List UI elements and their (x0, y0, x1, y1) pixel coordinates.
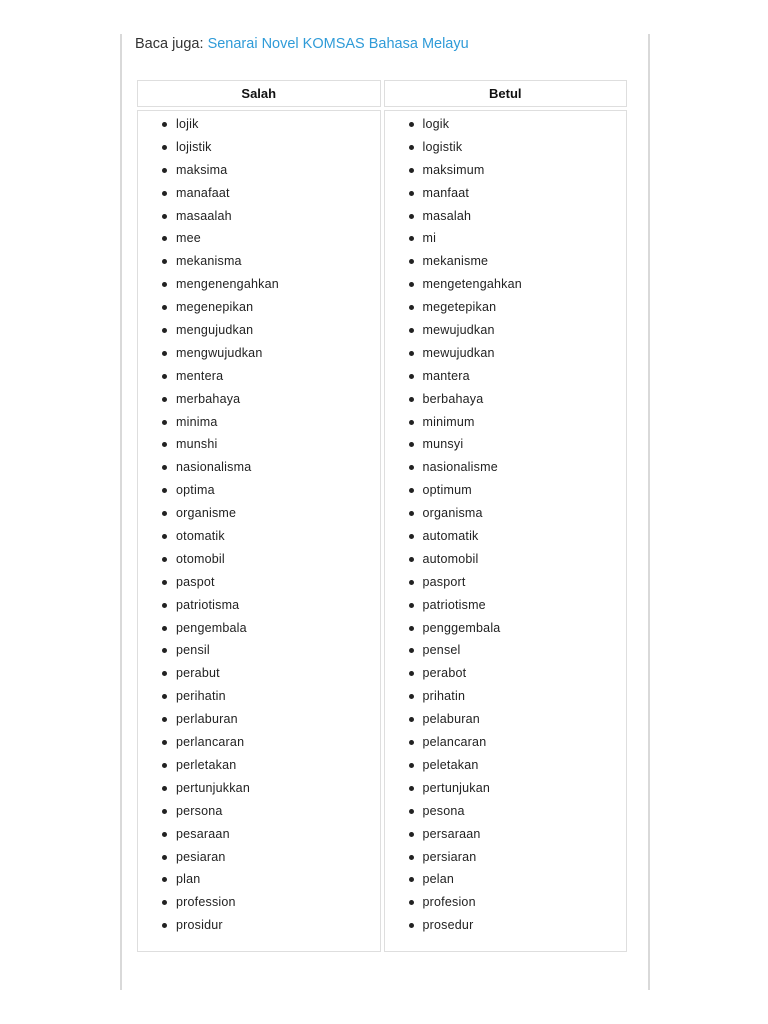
betul-list-item (385, 685, 627, 708)
salah-list-item (138, 754, 380, 777)
betul-list-item (385, 342, 627, 365)
betul-word: organisma (422, 506, 483, 521)
salah-word: mekanisma (176, 254, 242, 269)
betul-list-item (385, 159, 627, 182)
betul-list-item (385, 868, 627, 891)
betul-list-item (385, 800, 627, 823)
salah-list-item (138, 662, 380, 685)
bullet-icon (162, 282, 167, 287)
salah-list-item (138, 639, 380, 662)
salah-list-item (138, 296, 380, 319)
salah-list-item (138, 800, 380, 823)
betul-word: mantera (422, 368, 470, 383)
salah-list-item (138, 479, 380, 502)
salah-list-item (138, 594, 380, 617)
betul-list-item (385, 205, 627, 228)
betul-list-item (385, 319, 627, 342)
betul-list-item (385, 525, 627, 548)
betul-list-item (385, 731, 627, 754)
salah-word: mentera (176, 368, 224, 383)
salah-word: perabut (176, 666, 220, 681)
left-divider (120, 34, 122, 990)
salah-list-item (138, 456, 380, 479)
betul-list-item (385, 433, 627, 456)
bullet-icon (162, 809, 167, 814)
salah-list-item (138, 846, 380, 869)
salah-word: pesaraan (176, 826, 230, 841)
betul-word: mengetengahkan (422, 277, 522, 292)
salah-word: megenepikan (176, 300, 254, 315)
betul-word: manfaat (422, 185, 470, 200)
bullet-icon (162, 236, 167, 241)
betul-word: prosedur (422, 918, 474, 933)
header-betul: Betul (384, 80, 628, 107)
bullet-icon (409, 282, 414, 287)
betul-word: mekanisme (422, 254, 489, 269)
betul-list-item (385, 388, 627, 411)
bullet-icon (162, 534, 167, 539)
betul-word: pasport (422, 574, 466, 589)
bullet-icon (162, 557, 167, 562)
bullet-icon (162, 145, 167, 150)
betul-word: pelan (422, 872, 455, 887)
betul-list-item (385, 365, 627, 388)
betul-word: minimum (422, 414, 475, 429)
betul-list-item (385, 411, 627, 434)
salah-word: profession (176, 895, 236, 910)
salah-word: optima (176, 483, 215, 498)
bullet-icon (162, 488, 167, 493)
bullet-icon (409, 488, 414, 493)
betul-list-item (385, 548, 627, 571)
salah-list-item (138, 502, 380, 525)
salah-list-item (138, 411, 380, 434)
salah-list-item (138, 731, 380, 754)
salah-word: pertunjukkan (176, 780, 250, 795)
bullet-icon (162, 191, 167, 196)
bullet-icon (409, 145, 414, 150)
betul-list-item (385, 617, 627, 640)
salah-list-item (138, 891, 380, 914)
salah-word: merbahaya (176, 391, 241, 406)
salah-word: patriotisma (176, 597, 240, 612)
read-also-line (135, 36, 469, 52)
salah-list-item (138, 548, 380, 571)
bullet-icon (162, 214, 167, 219)
bullet-icon (409, 717, 414, 722)
salah-word: manafaat (176, 185, 230, 200)
bullet-icon (409, 626, 414, 631)
bullet-icon (162, 374, 167, 379)
betul-word: profesion (422, 895, 476, 910)
salah-list-item (138, 113, 380, 136)
salah-list-item (138, 571, 380, 594)
bullet-icon (409, 168, 414, 173)
bullet-icon (162, 259, 167, 264)
bullet-icon (409, 236, 414, 241)
salah-word: mee (176, 231, 201, 246)
bullet-icon (409, 877, 414, 882)
salah-word: perlaburan (176, 712, 238, 727)
betul-word: penggembala (422, 620, 501, 635)
salah-word: nasionalisma (176, 460, 252, 475)
bullet-icon (162, 671, 167, 676)
bullet-icon (162, 122, 167, 127)
right-divider (648, 34, 650, 990)
salah-word: pengembala (176, 620, 247, 635)
betul-word: nasionalisme (422, 460, 498, 475)
betul-word: berbahaya (422, 391, 484, 406)
bullet-icon (162, 832, 167, 837)
bullet-icon (409, 832, 414, 837)
betul-list-item (385, 479, 627, 502)
betul-word: logistik (422, 139, 463, 154)
bullet-icon (409, 374, 414, 379)
betul-list-item (385, 754, 627, 777)
salah-list-item (138, 159, 380, 182)
salah-word: minima (176, 414, 218, 429)
betul-list-item (385, 227, 627, 250)
salah-word: lojik (176, 117, 199, 131)
betul-list-item (385, 777, 627, 800)
betul-word: persaraan (422, 826, 481, 841)
header-salah: Salah (137, 80, 381, 107)
read-also-link[interactable]: Senarai Novel KOMSAS Bahasa Melayu (207, 36, 469, 52)
bullet-icon (162, 717, 167, 722)
salah-word: persona (176, 803, 223, 818)
bullet-icon (409, 694, 414, 699)
salah-list-item (138, 868, 380, 891)
bullet-icon (162, 168, 167, 173)
bullet-icon (162, 328, 167, 333)
salah-word: perihatin (176, 689, 226, 704)
betul-list-item (385, 846, 627, 869)
salah-word: maksima (176, 162, 228, 177)
betul-list-item (385, 914, 627, 937)
bullet-icon (162, 900, 167, 905)
betul-word: logik (422, 117, 450, 131)
bullet-icon (409, 191, 414, 196)
bullet-icon (162, 603, 167, 608)
bullet-icon (162, 763, 167, 768)
salah-word: prosidur (176, 918, 223, 933)
bullet-icon (162, 626, 167, 631)
betul-word: maksimum (422, 162, 485, 177)
betul-word: pelaburan (422, 712, 480, 727)
betul-word: persiaran (422, 849, 477, 864)
betul-word: optimum (422, 483, 472, 498)
salah-word: organisme (176, 506, 237, 521)
bullet-icon (409, 259, 414, 264)
bullet-icon (409, 900, 414, 905)
bullet-icon (409, 442, 414, 447)
bullet-icon (162, 511, 167, 516)
salah-list-item (138, 182, 380, 205)
salah-word: mengwujudkan (176, 345, 263, 360)
bullet-icon (409, 420, 414, 425)
betul-word: automatik (422, 529, 479, 544)
salah-word: otomobil (176, 551, 225, 566)
bullet-icon (409, 397, 414, 402)
salah-list-item (138, 708, 380, 731)
salah-list-item (138, 388, 380, 411)
salah-list-item (138, 685, 380, 708)
betul-list-item (385, 639, 627, 662)
betul-word: megetepikan (422, 300, 497, 315)
bullet-icon (162, 580, 167, 585)
betul-list-item (385, 891, 627, 914)
bullet-icon (162, 397, 167, 402)
bullet-icon (409, 580, 414, 585)
salah-list-item (138, 250, 380, 273)
bullet-icon (409, 603, 414, 608)
bullet-icon (162, 420, 167, 425)
bullet-icon (162, 923, 167, 928)
betul-word: pensel (422, 643, 461, 658)
betul-word: mewujudkan (422, 323, 495, 338)
bullet-icon (409, 923, 414, 928)
salah-list-item (138, 227, 380, 250)
word-comparison-table (134, 77, 630, 955)
betul-list (385, 113, 627, 937)
betul-word: munsyi (422, 437, 464, 452)
salah-word: pesiaran (176, 849, 226, 864)
salah-list-item (138, 823, 380, 846)
salah-list-item (138, 525, 380, 548)
bullet-icon (162, 351, 167, 356)
salah-list-item (138, 273, 380, 296)
betul-list-item (385, 273, 627, 296)
bullet-icon (409, 534, 414, 539)
bullet-icon (409, 809, 414, 814)
salah-word: perlancaran (176, 735, 245, 750)
bullet-icon (409, 511, 414, 516)
betul-word: peletakan (422, 757, 479, 772)
salah-word: plan (176, 872, 201, 887)
betul-word: mewujudkan (422, 345, 495, 360)
bullet-icon (162, 694, 167, 699)
salah-word: otomatik (176, 529, 225, 544)
betul-word: perabot (422, 666, 467, 681)
betul-word: masalah (422, 208, 472, 223)
betul-word: patriotisme (422, 597, 486, 612)
salah-list-item (138, 342, 380, 365)
betul-list-item (385, 708, 627, 731)
salah-list-item (138, 914, 380, 937)
salah-word: lojistik (176, 139, 212, 154)
bullet-icon (409, 214, 414, 219)
salah-word: masaalah (176, 208, 232, 223)
betul-word: pesona (422, 803, 465, 818)
salah-list (138, 113, 380, 937)
salah-word: mengujudkan (176, 323, 254, 338)
salah-word: paspot (176, 574, 215, 589)
bullet-icon (409, 557, 414, 562)
betul-cell (384, 110, 628, 952)
betul-list-item (385, 136, 627, 159)
salah-word: munshi (176, 437, 218, 452)
salah-word: perletakan (176, 757, 237, 772)
betul-list-item (385, 182, 627, 205)
betul-word: pelancaran (422, 735, 487, 750)
salah-list-item (138, 777, 380, 800)
betul-list-item (385, 662, 627, 685)
betul-list-item (385, 250, 627, 273)
betul-list-item (385, 823, 627, 846)
betul-list-item (385, 571, 627, 594)
betul-word: mi (422, 231, 437, 246)
betul-word: automobil (422, 551, 479, 566)
bullet-icon (409, 855, 414, 860)
bullet-icon (409, 740, 414, 745)
salah-cell (137, 110, 381, 952)
salah-list-item (138, 617, 380, 640)
bullet-icon (409, 648, 414, 653)
betul-word: pertunjukan (422, 780, 491, 795)
salah-list-item (138, 136, 380, 159)
salah-word: mengenengahkan (176, 277, 279, 292)
betul-list-item (385, 502, 627, 525)
bullet-icon (162, 855, 167, 860)
salah-list-item (138, 365, 380, 388)
betul-list-item (385, 456, 627, 479)
bullet-icon (409, 671, 414, 676)
bullet-icon (162, 786, 167, 791)
read-also-label: Baca juga: (135, 36, 204, 52)
bullet-icon (162, 648, 167, 653)
bullet-icon (162, 442, 167, 447)
bullet-icon (162, 740, 167, 745)
betul-word: prihatin (422, 689, 466, 704)
salah-list-item (138, 319, 380, 342)
betul-list-item (385, 296, 627, 319)
betul-list-item (385, 113, 627, 136)
bullet-icon (409, 763, 414, 768)
salah-list-item (138, 205, 380, 228)
bullet-icon (409, 351, 414, 356)
bullet-icon (162, 465, 167, 470)
bullet-icon (162, 877, 167, 882)
bullet-icon (409, 465, 414, 470)
bullet-icon (409, 786, 414, 791)
salah-list-item (138, 433, 380, 456)
bullet-icon (409, 328, 414, 333)
bullet-icon (409, 122, 414, 127)
betul-list-item (385, 594, 627, 617)
bullet-icon (409, 305, 414, 310)
salah-word: pensil (176, 643, 210, 658)
bullet-icon (162, 305, 167, 310)
